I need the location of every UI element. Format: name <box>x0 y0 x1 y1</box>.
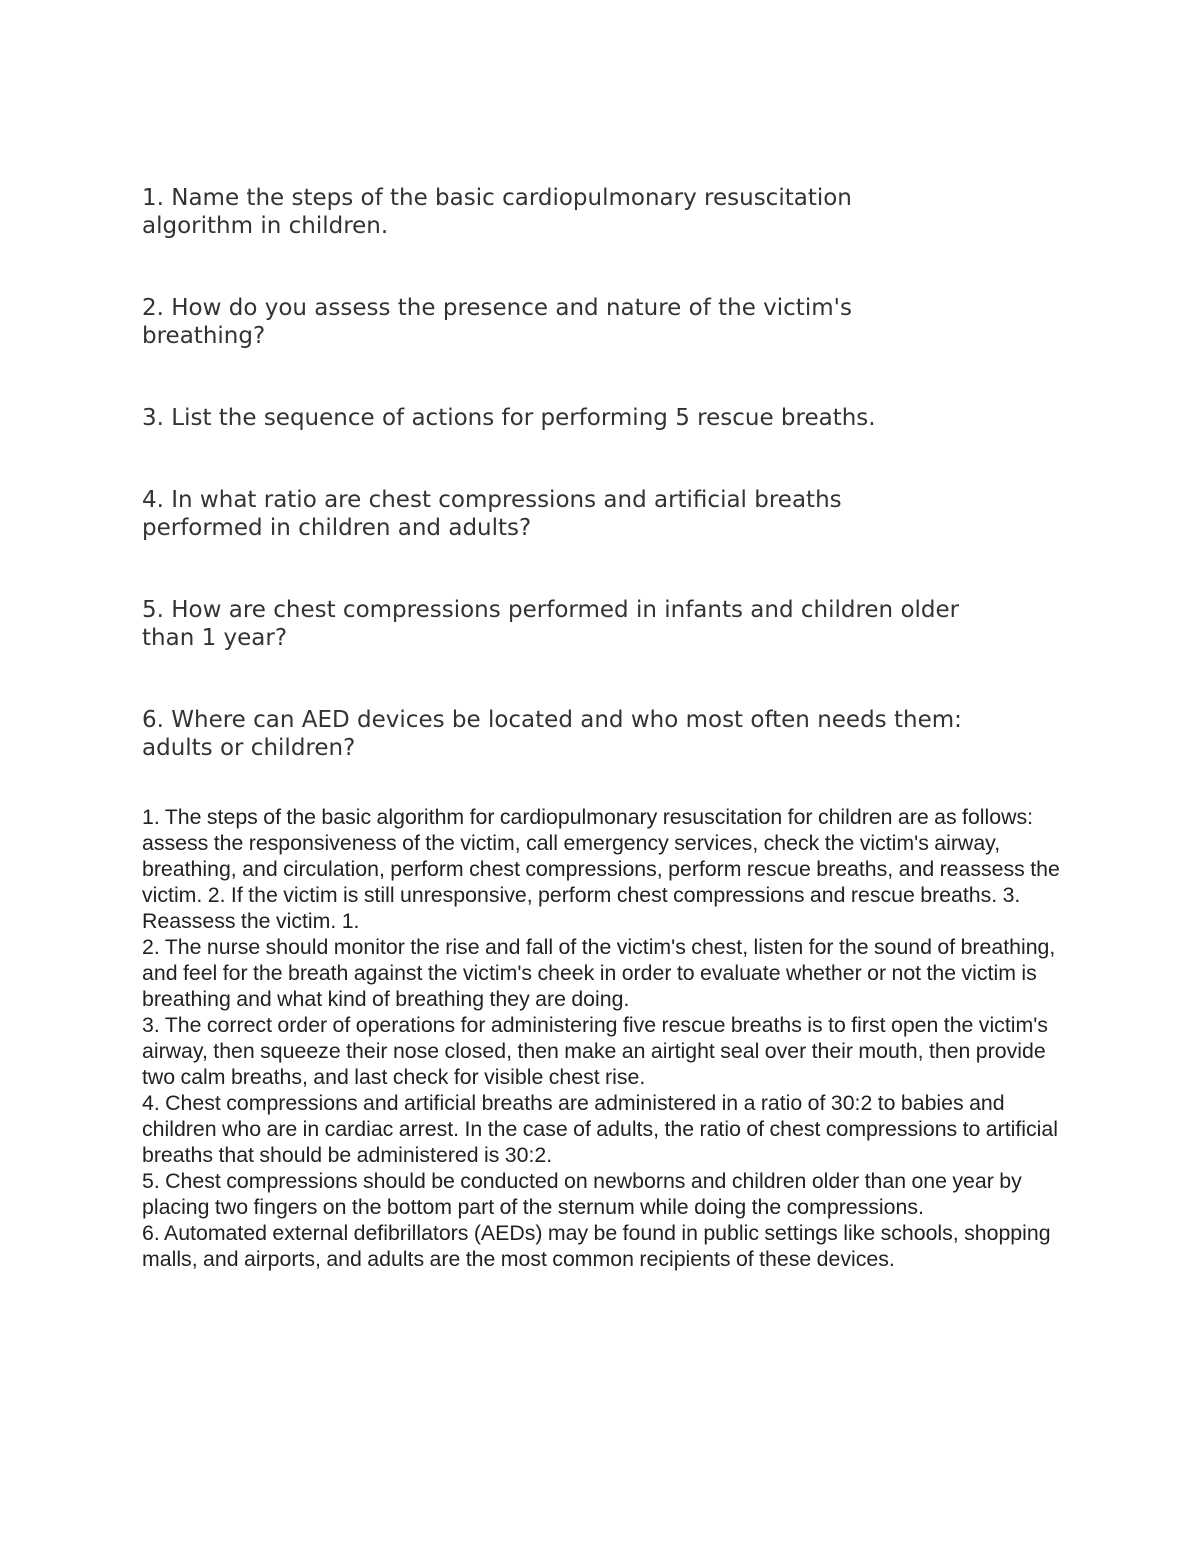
question-3: 3. List the sequence of actions for performing 5 rescue breaths. <box>142 405 876 431</box>
answer-5: 5. Chest compressions should be conducted on newborns and children older than one year by placing two fingers on the bottom part of the sternum while doing the compressions. <box>142 1169 1022 1219</box>
answer-1: 1. The steps of the basic algorithm for cardiopulmonary resuscitation for children are as follows: assess the responsiveness of the victim, call emergency services, check the victim's airway, breathing, and circulation, perform chest compressions, perform rescue breaths, and reassess the victim. 2. If the victim is still unresponsive, perform chest compressions and rescue breaths. 3. Reassess the victim. 1. <box>142 805 1060 933</box>
answer-6: 6. Automated external defibrillators (AEDs) may be found in public settings like schools, shopping malls, and airports, and adults are the most common recipients of these devices. <box>142 1221 1051 1271</box>
answer-3: 3. The correct order of operations for administering five rescue breaths is to first open the victim's airway, then squeeze their nose closed, then make an airtight seal over their mouth, then provide two calm breaths, and last check for visible chest rise. <box>142 1013 1048 1089</box>
answers-list <box>142 804 1082 1272</box>
question-1: 1. Name the steps of the basic cardiopulmonary resuscitation algorithm in children. <box>142 185 852 239</box>
answer-2: 2. The nurse should monitor the rise and fall of the victim's chest, listen for the sound of breathing, and feel for the breath against the victim's cheek in order to evaluate whether or not the victim is breathing and what kind of breathing they are doing. <box>142 935 1056 1011</box>
question-4: 4. In what ratio are chest compressions and artificial breaths performed in children and adults? <box>142 487 842 541</box>
question-2: 2. How do you assess the presence and nature of the victim's breathing? <box>142 295 852 349</box>
questions-list <box>142 184 962 762</box>
question-6: 6. Where can AED devices be located and who most often needs them: adults or children? <box>142 707 962 761</box>
answer-4: 4. Chest compressions and artificial breaths are administered in a ratio of 30:2 to babies and children who are in cardiac arrest. In the case of adults, the ratio of chest compressions to artificial breaths that should be administered is 30:2. <box>142 1091 1058 1167</box>
question-5: 5. How are chest compressions performed in infants and children older than 1 year? <box>142 597 960 651</box>
